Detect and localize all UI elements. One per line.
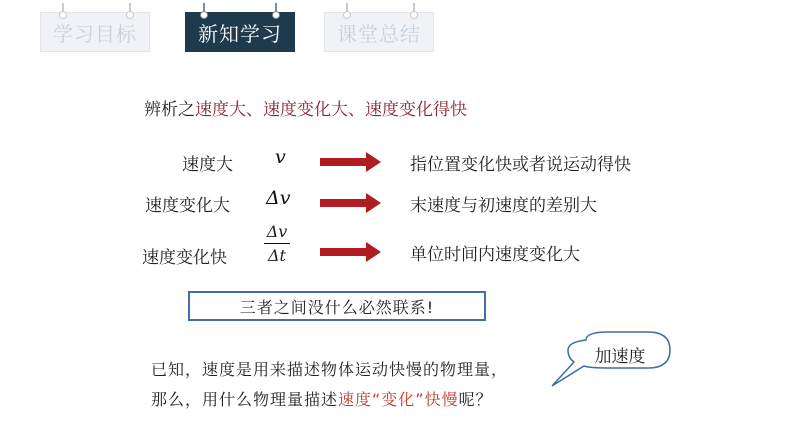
tab-learning-objectives[interactable]	[40, 12, 150, 52]
pin-icon	[410, 3, 418, 19]
question-prefix: 那么，用什么物理量描述	[151, 390, 339, 409]
symbol-v: v	[275, 146, 286, 168]
row-label-speed-change-large: 速度变化大	[145, 196, 230, 216]
row-description: 指位置变化快或者说运动得快	[410, 155, 631, 175]
tab-label: 课堂总结	[337, 21, 421, 46]
fraction-delta-v-over-delta-t	[264, 222, 290, 265]
tab-new-knowledge[interactable]	[185, 12, 295, 52]
question-line-2	[151, 387, 493, 410]
pin-icon	[126, 3, 134, 19]
pin-icon	[343, 3, 351, 19]
heading-prefix: 辨析之	[144, 100, 195, 120]
pin-icon	[200, 3, 208, 19]
tab-label: 学习目标	[53, 21, 137, 46]
conclusion-text: 三者之间没什么必然联系!	[239, 297, 435, 317]
tab-label: 新知学习	[198, 21, 282, 46]
conclusion-box	[188, 291, 486, 321]
row-label-speed-large: 速度大	[182, 155, 233, 175]
question-line-1: 已知，速度是用来描述物体运动快慢的物理量，	[151, 360, 509, 379]
pin-icon	[59, 3, 67, 19]
section-heading	[144, 95, 467, 120]
bubble-answer: 加速度	[594, 347, 646, 367]
row-label-speed-change-fast: 速度变化快	[142, 248, 227, 268]
symbol-delta-v: Δv	[266, 187, 291, 209]
fraction-numerator: Δv	[266, 222, 288, 241]
right-arrow-icon	[320, 241, 382, 263]
question-highlight: 速度“变化”快慢	[338, 390, 459, 409]
right-arrow-icon	[320, 192, 382, 214]
tab-class-summary[interactable]	[324, 12, 434, 52]
pin-icon	[272, 3, 280, 19]
row-description: 单位时间内速度变化大	[410, 245, 580, 265]
fraction-bar	[264, 243, 290, 244]
right-arrow-icon	[320, 151, 382, 173]
fraction-denominator: Δt	[268, 246, 286, 265]
heading-highlight: 速度大、速度变化大、速度变化得快	[195, 100, 467, 120]
question-suffix: 呢？	[458, 390, 493, 409]
row-description: 末速度与初速度的差别大	[410, 196, 597, 216]
